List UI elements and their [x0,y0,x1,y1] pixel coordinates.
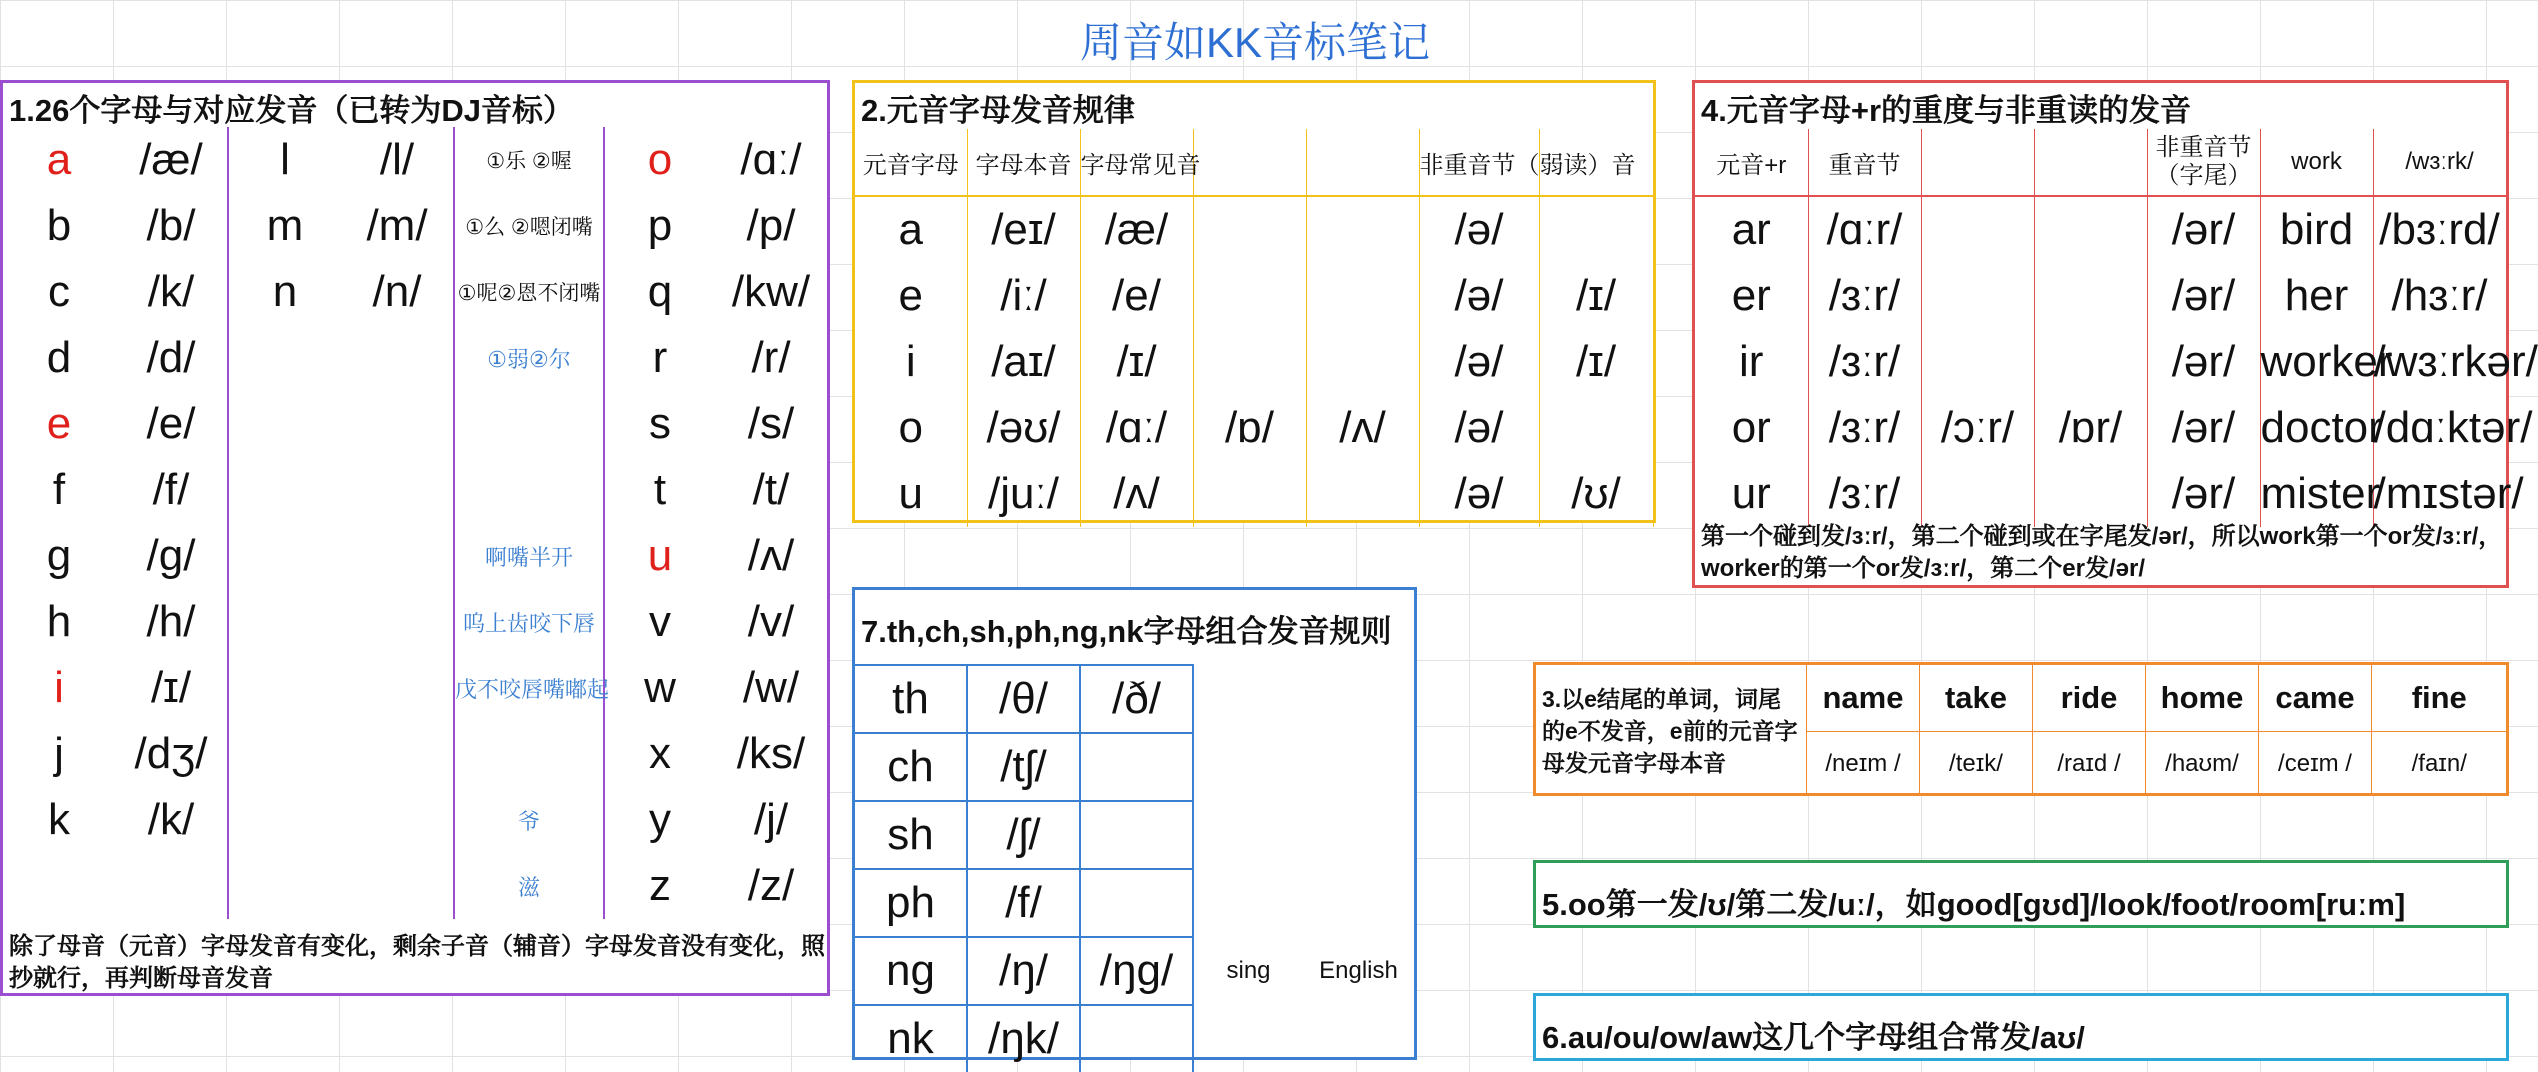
section-2-header: 2.元音字母发音规律 [861,93,1135,128]
phonetic-cell: /dɑːktər/ [2373,395,2506,461]
column-header: /wɜːrk/ [2373,129,2506,196]
letter-cell: g [46,531,72,580]
vowel-r-table [1695,129,2538,527]
phonetic-cell: /juː/ [967,461,1080,527]
letter-cell [228,523,341,589]
example-word [1193,733,1303,801]
section-3-label: 3.以e结尾的单词，词尾的e不发音，e前的元音字母发元音字母本音 [1542,686,1798,776]
table-row [1695,395,2506,461]
phonetic-cell: /ɪ/ [1539,263,1653,329]
table-row [855,733,1414,801]
phonetic-cell: /ks/ [736,729,806,778]
phonetic-cell: /ɜːr/ [1808,263,1921,329]
phonetic-cell: /haʊm/ [2146,732,2259,797]
letter-cell: y [649,795,671,844]
example-word: her [2260,263,2373,329]
phonetic-cell: /ɜːr/ [1808,329,1921,395]
table-header-row [1695,129,2506,196]
letter-combo: ch [855,733,967,801]
phonetic-cell [341,325,454,391]
example-word: English [1319,957,1398,984]
table-row [3,523,827,589]
phonetic-cell [1193,461,1306,527]
pronunciation-hint [454,457,604,523]
phonetic-cell: /ər/ [2147,461,2260,527]
phonetic-cell: /d/ [115,325,228,391]
phonetic-cell [115,853,228,919]
table-row [855,665,1414,733]
letter-cell [228,853,341,919]
example-word: home [2146,665,2259,732]
phonetic-cell: /mɪstər/ [2373,461,2506,527]
example-word [1193,801,1303,869]
example-word [1193,665,1303,733]
column-header: work [2260,129,2373,196]
vowel-r-combo: er [1695,263,1808,329]
section-au-rule [1533,993,2509,1061]
letter-cell [228,457,341,523]
phonetic-cell: /ceɪm / [2259,732,2372,797]
letter-cell [228,721,341,787]
letter-cell: d [46,333,72,382]
phonetic-cell: /ər/ [2147,263,2260,329]
phonetic-cell: /ʃ/ [967,801,1080,869]
phonetic-cell: /b/ [115,193,228,259]
phonetic-cell: /w/ [742,663,800,712]
phonetic-cell: /f/ [967,869,1080,937]
phonetic-cell: /r/ [751,333,791,382]
phonetic-cell: /ɔːr/ [1921,395,2034,461]
letter-combo: sh [855,801,967,869]
phonetic-cell [1921,461,2034,527]
vowel-letter: u [855,461,967,527]
column-header: 元音字母 [855,129,967,196]
example-word [1303,733,1414,801]
phonetic-cell: /v/ [747,597,795,646]
phonetic-cell: /ɜːr/ [1808,395,1921,461]
phonetic-cell: /kw/ [731,267,811,316]
phonetic-cell: /t/ [752,465,790,514]
letter-cell: q [647,267,673,316]
example-word: name [1807,665,1920,732]
table-row [3,655,827,721]
pronunciation-hint: ①呢②恩不闭嘴 [454,259,604,325]
phonetic-cell: /ŋg/ [1080,937,1193,1005]
table-row [1695,196,2506,263]
phonetic-cell: /æ/ [1080,196,1193,263]
phonetic-cell [1080,1005,1193,1072]
phonetic-cell: /p/ [746,201,796,250]
phonetic-cell: /əʊ/ [967,395,1080,461]
phonetic-cell: /ɒ/ [1193,395,1306,461]
column-header: 非重音节（弱读）音 [1419,129,1539,196]
phonetic-cell: /e/ [115,391,228,457]
pronunciation-hint: ①乐 ②喔 [454,127,604,193]
table-row [3,391,827,457]
phonetic-cell: /eɪ/ [967,196,1080,263]
section-oo-rule [1533,860,2509,928]
example-word: fine [2372,665,2507,732]
letter-cell: t [653,465,667,514]
section-5-text: 5.oo第一发/ʊ/第二发/uː/，如good[gʊd]/look/foot/room[ruːm] [1542,887,2406,922]
phonetic-cell: /n/ [341,259,454,325]
letter-cell: n [272,267,298,316]
letter-cell: r [652,333,668,382]
table-row [855,329,1653,395]
pronunciation-hint: 啊嘴半开 [454,523,604,589]
phonetic-cell [341,391,454,457]
phonetic-cell [1306,461,1419,527]
pronunciation-hint: 戊不咬唇嘴嘟起 [454,655,604,721]
pronunciation-hint: ①么 ②嗯闭嘴 [454,193,604,259]
phonetic-cell: /f/ [115,457,228,523]
section-6-text: 6.au/ou/ow/aw这几个字母组合常发/aʊ/ [1542,1020,2085,1055]
phonetic-cell: /k/ [115,787,228,853]
example-word [1303,665,1414,733]
table-row [855,263,1653,329]
example-word [1303,1005,1414,1072]
table-header-row [855,129,1653,196]
phonetic-cell [341,523,454,589]
pronunciation-hint [454,721,604,787]
example-word [1193,869,1303,937]
example-word: worker [2260,329,2373,395]
phonetic-cell: /faɪn/ [2372,732,2507,797]
phonetic-cell [1080,733,1193,801]
phonetic-cell [341,589,454,655]
phonetic-cell: /ʌ/ [747,531,795,580]
phonetic-cell: /bɜːrd/ [2373,196,2506,263]
vowel-letter: e [855,263,967,329]
phonetic-cell [1539,395,1653,461]
letter-cell: v [649,597,671,646]
table-row [1695,263,2506,329]
silent-e-table [1806,665,2507,796]
letter-cell: c [48,267,70,316]
phonetic-cell: /s/ [747,399,795,448]
letter-cell [3,853,115,919]
letter-cell [228,391,341,457]
pronunciation-hint: ①弱②尔 [454,325,604,391]
phonetic-cell [1306,329,1419,395]
table-row [1807,732,2507,797]
vowel-letter: i [855,329,967,395]
table-row [3,193,827,259]
table-row [3,787,827,853]
phonetic-cell [1193,263,1306,329]
phonetic-cell [1080,869,1193,937]
letter-cell: x [649,729,671,778]
table-row [1695,329,2506,395]
table-row [1807,665,2507,732]
phonetic-cell: /ə/ [1419,263,1539,329]
pronunciation-hint [454,391,604,457]
letter-cell: k [48,795,70,844]
column-header: 元音+r [1695,129,1808,196]
phonetic-cell: /z/ [747,861,795,910]
example-word: doctor [2260,395,2373,461]
phonetic-cell: /dʒ/ [115,721,228,787]
table-row [855,461,1653,527]
letter-cell [228,589,341,655]
column-header [1306,129,1419,196]
phonetic-cell [341,655,454,721]
column-header [1193,129,1306,196]
letter-cell [228,655,341,721]
table-row [3,721,827,787]
section-letter-combos [852,587,1417,1063]
column-header [2034,129,2147,196]
table-row [3,259,827,325]
letter-cell: b [46,201,72,250]
pronunciation-hint: 滋 [454,853,604,919]
phonetic-cell: /wɜːrkər/ [2373,329,2506,395]
column-header: 非重音节（字尾） [2147,129,2260,196]
table-row [855,801,1414,869]
phonetic-cell [1193,196,1306,263]
letter-cell: p [647,201,673,250]
letter-cell: m [266,201,304,250]
section-4-header: 4.元音字母+r的重度与非重读的发音 [1701,93,2192,128]
example-word [1193,1005,1303,1072]
phonetic-cell [1306,196,1419,263]
phonetic-cell [2034,461,2147,527]
phonetic-cell: /ɪ/ [115,655,228,721]
letter-cell [228,787,341,853]
letter-cell: e [46,399,72,448]
phonetic-cell: /tʃ/ [967,733,1080,801]
letter-combo: ph [855,869,967,937]
phonetic-cell: /ŋk/ [967,1005,1080,1072]
phonetic-cell [1539,196,1653,263]
phonetic-cell: /ʌ/ [1080,461,1193,527]
phonetic-cell [341,853,454,919]
letter-cell [228,325,341,391]
letter-cell: f [52,465,66,514]
pronunciation-hint: 爷 [454,787,604,853]
phonetic-cell: /ə/ [1419,196,1539,263]
letter-combo: th [855,665,967,733]
phonetic-cell [341,721,454,787]
table-row [855,1005,1414,1072]
phonetic-cell: /raɪd / [2033,732,2146,797]
section-1-note: 除了母音（元音）字母发音有变化，剩余子音（辅音）字母发音没有变化，照抄就行，再判断母音发音 [9,933,825,992]
example-word: mister [2260,461,2373,527]
phonetic-cell: /θ/ [967,665,1080,733]
vowel-r-combo: ur [1695,461,1808,527]
phonetic-cell: /g/ [115,523,228,589]
pronunciation-hint: 呜上齿咬下唇 [454,589,604,655]
vowel-letter: o [855,395,967,461]
example-word [1303,801,1414,869]
letter-cell: j [54,729,64,778]
letter-cell: i [54,663,64,712]
example-word [1303,869,1414,937]
phonetic-cell: /teɪk/ [1920,732,2033,797]
table-row [1695,461,2506,527]
phonetic-cell [1921,329,2034,395]
phonetic-cell [2034,263,2147,329]
phonetic-cell [1921,196,2034,263]
section-vowel-r [1692,80,2538,588]
phonetic-cell: /l/ [341,127,454,193]
example-word: sing [1226,957,1271,984]
vowel-r-combo: ar [1695,196,1808,263]
table-row [3,457,827,523]
phonetic-cell: /ɑː/ [1080,395,1193,461]
phonetic-cell: /h/ [115,589,228,655]
letter-combo: ng [855,937,967,1005]
table-row [3,127,827,193]
section-silent-e [1533,662,2509,796]
table-row [855,395,1653,461]
phonetic-cell: /ə/ [1419,395,1539,461]
letter-combos-table [855,664,1415,1072]
phonetic-cell: /ɪ/ [1080,329,1193,395]
letter-cell: l [280,135,290,184]
example-word: came [2259,665,2372,732]
table-row [855,869,1414,937]
section-4-note: 第一个碰到发/ɜːr/，第二个碰到或在字尾发/ər/，所以work第一个or发/ɜːr/，worker的第一个or发/ɜːr/，第二个er发/ər/ [1701,523,2503,582]
letter-cell: w [644,663,676,712]
phonetic-cell: /ð/ [1080,665,1193,733]
phonetic-cell [1080,801,1193,869]
vowel-r-combo: or [1695,395,1808,461]
phonetic-cell [341,457,454,523]
phonetic-cell: /ɑː/ [740,135,802,184]
table-row [3,853,827,919]
phonetic-cell [2034,329,2147,395]
column-header [1921,129,2034,196]
section-letters-sounds [0,80,830,996]
phonetic-cell: /ŋ/ [967,937,1080,1005]
letter-cell: u [647,531,673,580]
phonetic-cell: /ɑːr/ [1808,196,1921,263]
phonetic-cell: /ɪ/ [1539,329,1653,395]
phonetic-cell: /ər/ [2147,395,2260,461]
table-row [3,589,827,655]
letter-cell: s [649,399,671,448]
phonetic-cell: /ʌ/ [1306,395,1419,461]
phonetic-cell: /ə/ [1419,461,1539,527]
phonetic-cell [2034,196,2147,263]
example-word: take [1920,665,2033,732]
phonetic-cell: /hɜːr/ [2373,263,2506,329]
phonetic-cell [1193,329,1306,395]
phonetic-cell: /ər/ [2147,329,2260,395]
section-vowel-rules [852,80,1656,523]
phonetic-cell [1306,263,1419,329]
table-row [855,196,1653,263]
phonetic-cell: /k/ [115,259,228,325]
letter-cell: a [46,135,72,184]
page-title: 周音如KK音标笔记 [1079,19,1431,66]
table-row [855,937,1414,1005]
phonetic-cell [1921,263,2034,329]
phonetic-cell: /j/ [753,795,789,844]
letter-cell: o [647,135,673,184]
phonetic-cell: /ɜːr/ [1808,461,1921,527]
phonetic-cell: /iː/ [967,263,1080,329]
vowel-rules-table [855,129,1654,527]
phonetic-cell: /m/ [341,193,454,259]
phonetic-cell: /aɪ/ [967,329,1080,395]
letter-cell: z [649,861,671,910]
column-header: 重音节 [1808,129,1921,196]
phonetic-cell: /ə/ [1419,329,1539,395]
phonetic-cell [341,787,454,853]
letter-cell: h [46,597,72,646]
phonetic-cell: /ər/ [2147,196,2260,263]
phonetic-cell: /ɒr/ [2034,395,2147,461]
example-word: ride [2033,665,2146,732]
section-7-header: 7.th,ch,sh,ph,ng,nk字母组合发音规则 [861,614,1392,649]
phonetic-cell: /e/ [1080,263,1193,329]
example-word: bird [2260,196,2373,263]
phonetic-cell: /neɪm / [1807,732,1920,797]
letters-table [3,127,827,919]
table-row [3,325,827,391]
letter-combo: nk [855,1005,967,1072]
phonetic-cell: /ʊ/ [1539,461,1653,527]
column-header: 字母本音 [967,129,1080,196]
phonetic-cell: /æ/ [115,127,228,193]
column-header: 字母常见音 [1080,129,1193,196]
vowel-r-combo: ir [1695,329,1808,395]
section-1-header: 1.26个字母与对应发音（已转为DJ音标） [9,93,574,128]
vowel-letter: a [855,196,967,263]
